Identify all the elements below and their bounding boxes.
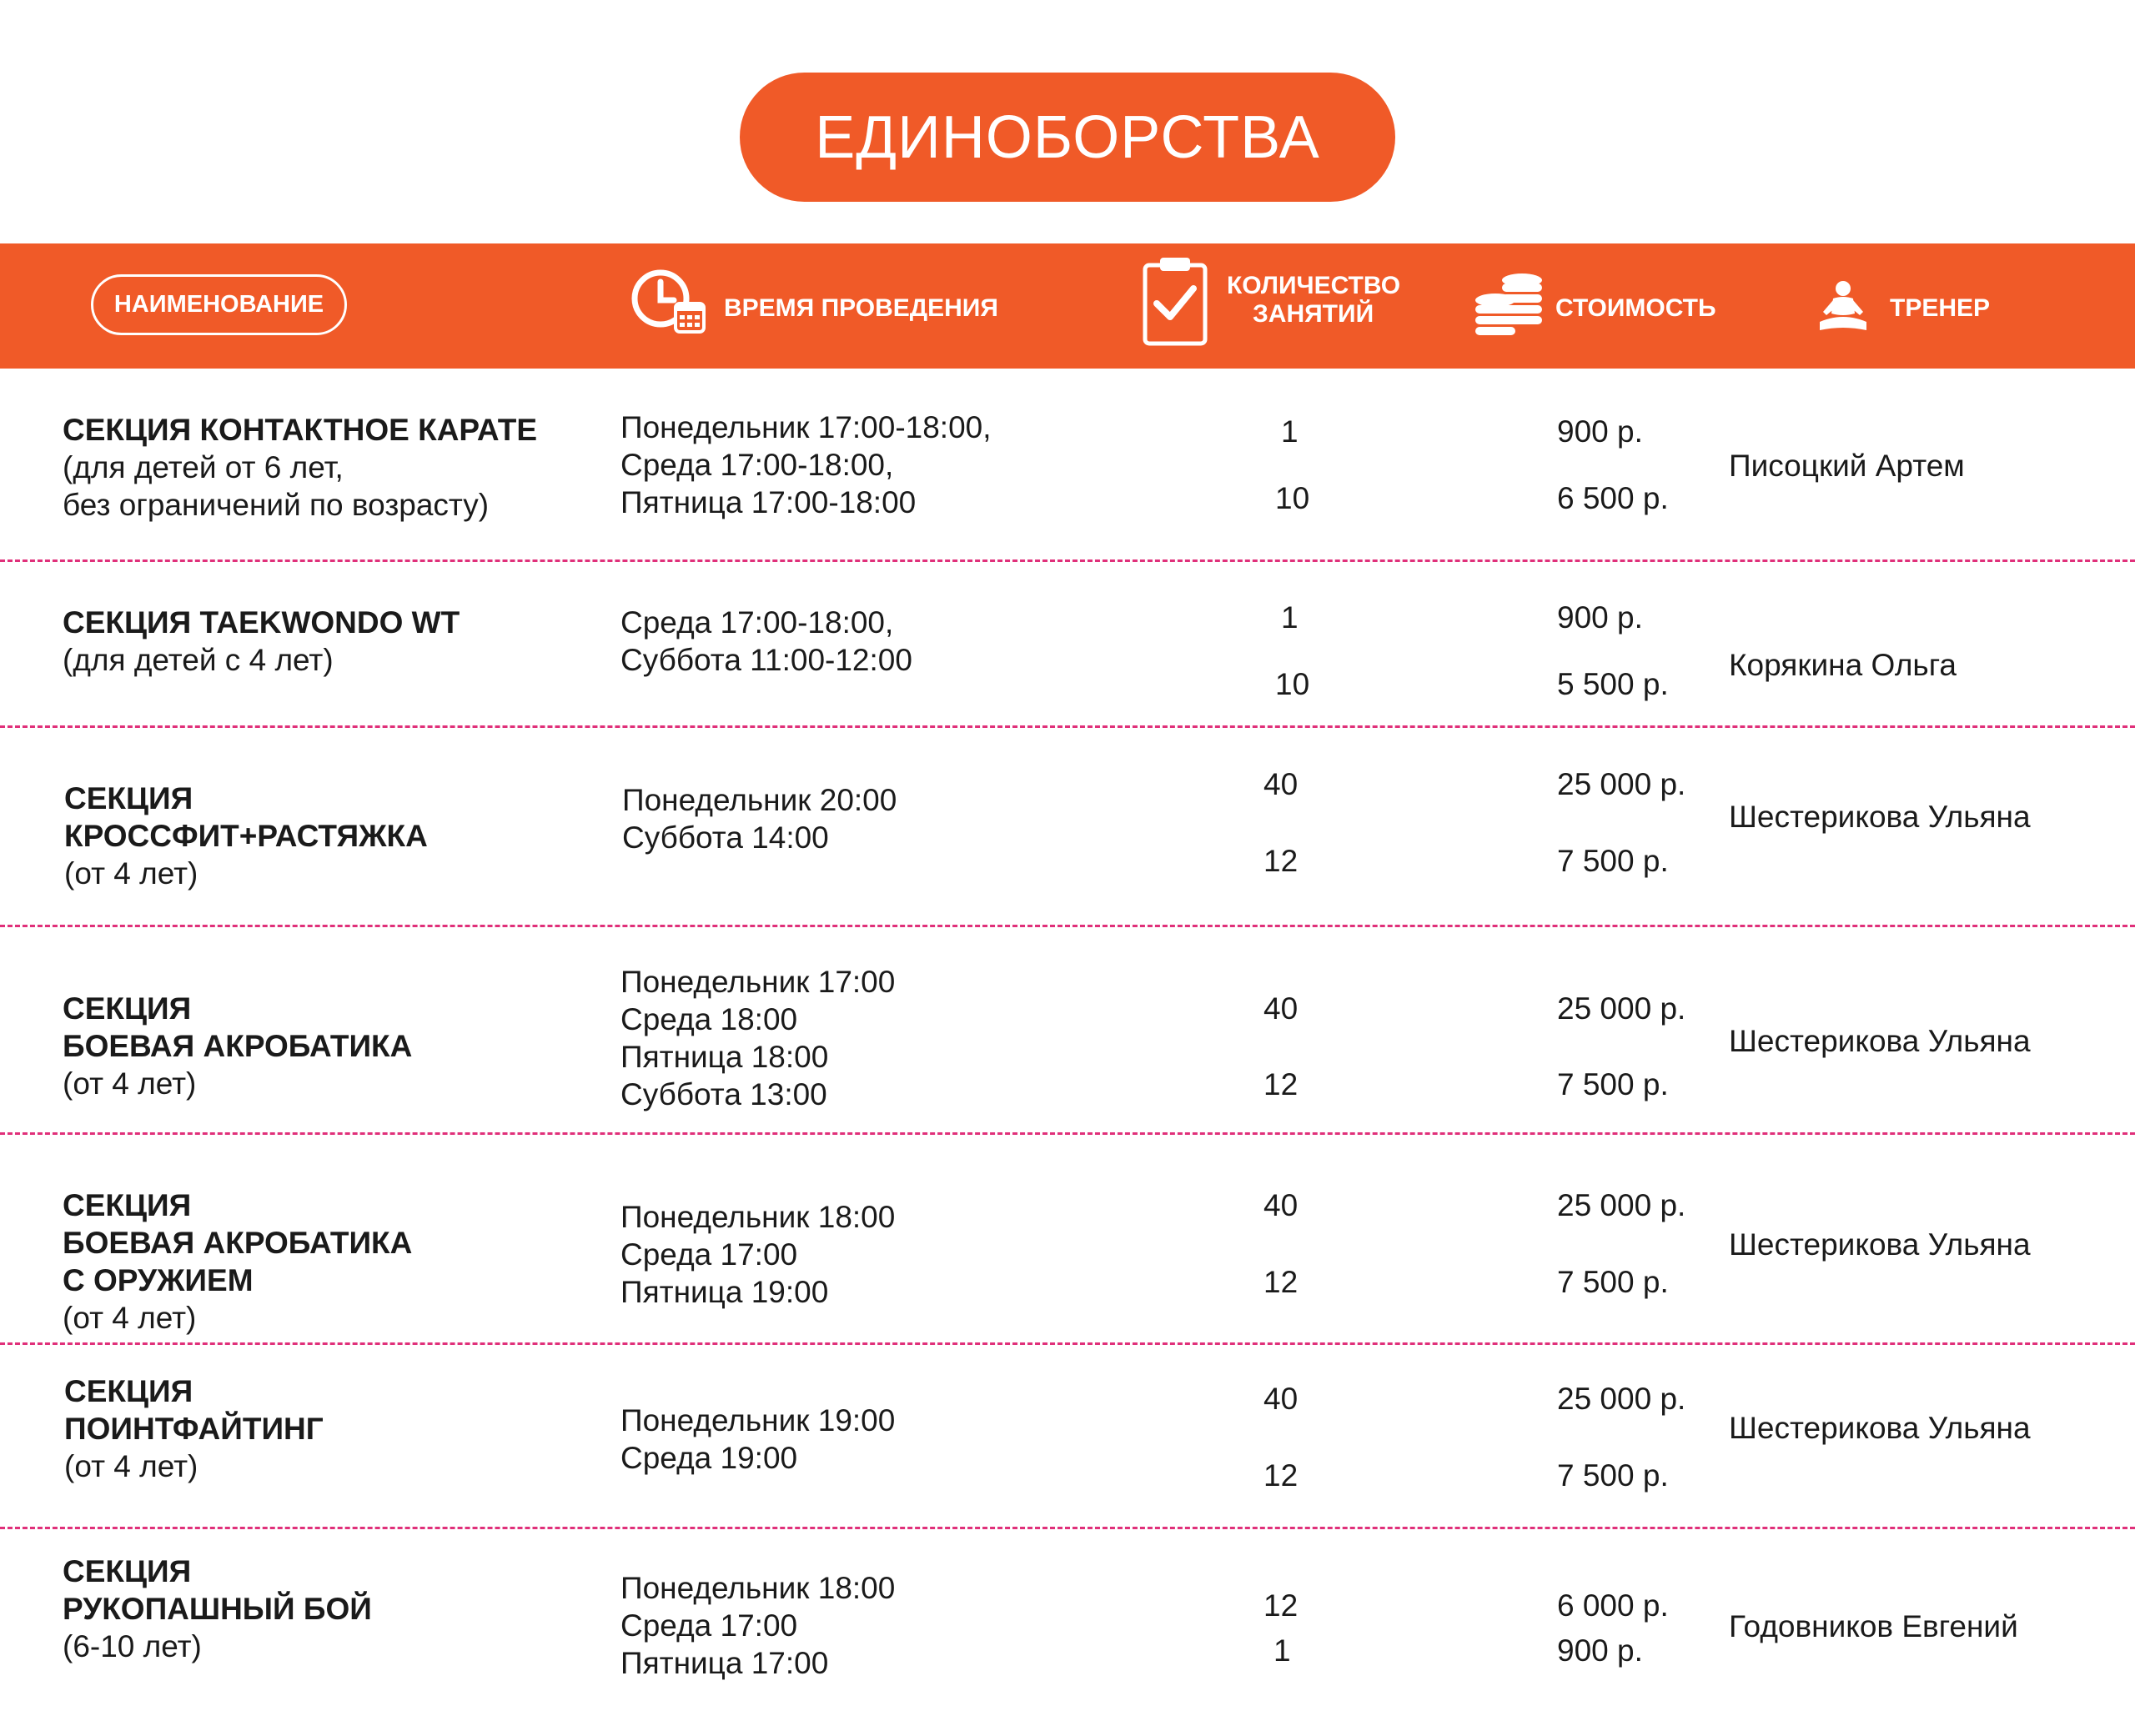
schedule — [620, 1569, 895, 1682]
table-row — [63, 604, 460, 679]
clock-calendar-icon — [630, 265, 707, 335]
section-title: СЕКЦИЯ — [63, 991, 192, 1026]
coach-name: Годовников Евгений — [1729, 1609, 2018, 1643]
coach-name: Шестерикова Ульяна — [1729, 800, 2031, 834]
schedule — [620, 963, 895, 1113]
section-subtitle: (от 4 лет) — [63, 1066, 197, 1101]
section-subtitle: (6-10 лет) — [63, 1629, 202, 1663]
section-title: СЕКЦИЯ — [64, 781, 193, 815]
price: 900 р. — [1557, 1633, 1643, 1668]
coach-name: Корякина Ольга — [1729, 648, 1957, 682]
coach-name: Писоцкий Артем — [1729, 449, 1965, 483]
header-price: СТОИМОСТЬ — [1555, 294, 1716, 322]
lesson-count: 12 — [1263, 1265, 1299, 1299]
lesson-count: 12 — [1263, 1067, 1299, 1101]
schedule-line: Понедельник 20:00 — [622, 783, 897, 817]
price: 25 000 р. — [1557, 991, 1686, 1026]
section-title: СЕКЦИЯ — [64, 1374, 193, 1408]
schedule-line: Понедельник 18:00 — [620, 1200, 896, 1234]
section-subtitle: (от 4 лет) — [64, 1449, 198, 1483]
schedule — [620, 1402, 895, 1477]
price: 7 500 р. — [1557, 1067, 1669, 1101]
lesson-count: 1 — [1273, 1633, 1291, 1668]
header-coach: ТРЕНЕР — [1890, 294, 1991, 322]
schedule-line: Пятница 17:00 — [620, 1646, 829, 1680]
coins-icon — [1474, 272, 1545, 337]
section-title: СЕКЦИЯ КОНТАКТНОЕ КАРАТЕ — [63, 413, 538, 447]
section-subtitle: (от 4 лет) — [63, 1301, 197, 1335]
lesson-count: 12 — [1263, 1588, 1299, 1623]
header-time: ВРЕМЯ ПРОВЕДЕНИЯ — [724, 294, 998, 322]
price: 900 р. — [1557, 414, 1643, 449]
schedule-line: Среда 17:00 — [620, 1237, 798, 1272]
schedule-line: Понедельник 17:00-18:00, — [620, 410, 992, 444]
section-title: ПОИНТФАЙТИНГ — [64, 1412, 324, 1446]
schedule-line: Понедельник 19:00 — [620, 1403, 896, 1437]
section-title: РУКОПАШНЫЙ БОЙ — [63, 1592, 372, 1626]
row-separator — [0, 925, 2135, 927]
lesson-count: 1 — [1281, 414, 1299, 449]
section-title: С ОРУЖИЕМ — [63, 1263, 254, 1297]
header-count-line1: КОЛИЧЕСТВО — [1227, 272, 1401, 299]
section-subtitle: (для детей от 6 лет, — [63, 450, 344, 484]
price: 900 р. — [1557, 600, 1643, 635]
lesson-count: 40 — [1263, 991, 1299, 1026]
coach-name: Шестерикова Ульяна — [1729, 1024, 2031, 1058]
row-separator — [0, 725, 2135, 728]
section-title: СЕКЦИЯ TAEKWONDO WT — [63, 605, 460, 640]
section-subtitle: (от 4 лет) — [64, 856, 198, 891]
lesson-count: 1 — [1281, 600, 1299, 635]
section-subtitle: (для детей с 4 лет) — [63, 643, 334, 677]
price: 6 000 р. — [1557, 1588, 1669, 1623]
clipboard-check-icon — [1142, 255, 1208, 347]
schedule — [620, 1198, 895, 1311]
coach-name: Шестерикова Ульяна — [1729, 1227, 2031, 1262]
price: 7 500 р. — [1557, 1265, 1669, 1299]
price: 25 000 р. — [1557, 1188, 1686, 1222]
row-separator — [0, 1342, 2135, 1345]
schedule-line: Среда 17:00-18:00, — [620, 605, 894, 640]
lesson-count: 40 — [1263, 767, 1299, 801]
schedule — [620, 604, 912, 679]
row-separator — [0, 1527, 2135, 1529]
schedule-line: Пятница 18:00 — [620, 1040, 829, 1074]
schedule-line: Суббота 11:00-12:00 — [620, 643, 912, 677]
table-row — [63, 990, 412, 1102]
schedule-line: Среда 17:00-18:00, — [620, 448, 894, 482]
lesson-count: 10 — [1275, 667, 1310, 701]
schedule-line: Понедельник 18:00 — [620, 1571, 896, 1605]
schedule — [622, 781, 897, 856]
page-title-text: ЕДИНОБОРСТВА — [815, 103, 1320, 171]
table-row — [64, 1372, 324, 1485]
table-row — [63, 1187, 412, 1337]
table-row — [64, 780, 428, 892]
meditation-person-icon — [1818, 280, 1868, 334]
schedule-line: Понедельник 17:00 — [620, 965, 896, 999]
page-title — [740, 73, 1395, 202]
section-title: БОЕВАЯ АКРОБАТИКА — [63, 1029, 413, 1063]
lesson-count: 40 — [1263, 1188, 1299, 1222]
lesson-count: 10 — [1275, 481, 1310, 515]
table-row — [63, 1553, 372, 1665]
section-title: СЕКЦИЯ — [63, 1554, 192, 1588]
schedule-line: Среда 17:00 — [620, 1608, 798, 1643]
schedule-line: Среда 19:00 — [620, 1441, 798, 1475]
schedule-line: Суббота 14:00 — [622, 820, 829, 855]
price: 6 500 р. — [1557, 481, 1669, 515]
schedule-line: Пятница 19:00 — [620, 1275, 829, 1309]
price: 7 500 р. — [1557, 1458, 1669, 1493]
lesson-count: 40 — [1263, 1382, 1299, 1416]
schedule-line: Пятница 17:00-18:00 — [620, 485, 917, 519]
price: 25 000 р. — [1557, 767, 1686, 801]
section-title: БОЕВАЯ АКРОБАТИКА — [63, 1226, 413, 1260]
row-separator — [0, 559, 2135, 562]
row-separator — [0, 1132, 2135, 1135]
price: 5 500 р. — [1557, 667, 1669, 701]
schedule — [620, 409, 992, 521]
section-title: СЕКЦИЯ — [63, 1188, 192, 1222]
header-name: НАИМЕНОВАНИЕ — [91, 274, 347, 335]
header-count-line2: ЗАНЯТИЙ — [1253, 300, 1374, 328]
schedule-line: Суббота 13:00 — [620, 1077, 827, 1111]
schedule-line: Среда 18:00 — [620, 1002, 798, 1036]
section-subtitle: без ограничений по возрасту) — [63, 488, 490, 522]
table-row — [63, 411, 537, 524]
price: 7 500 р. — [1557, 844, 1669, 878]
lesson-count: 12 — [1263, 844, 1299, 878]
coach-name: Шестерикова Ульяна — [1729, 1411, 2031, 1445]
price: 25 000 р. — [1557, 1382, 1686, 1416]
lesson-count: 12 — [1263, 1458, 1299, 1493]
section-title: КРОССФИТ+РАСТЯЖКА — [64, 819, 428, 853]
